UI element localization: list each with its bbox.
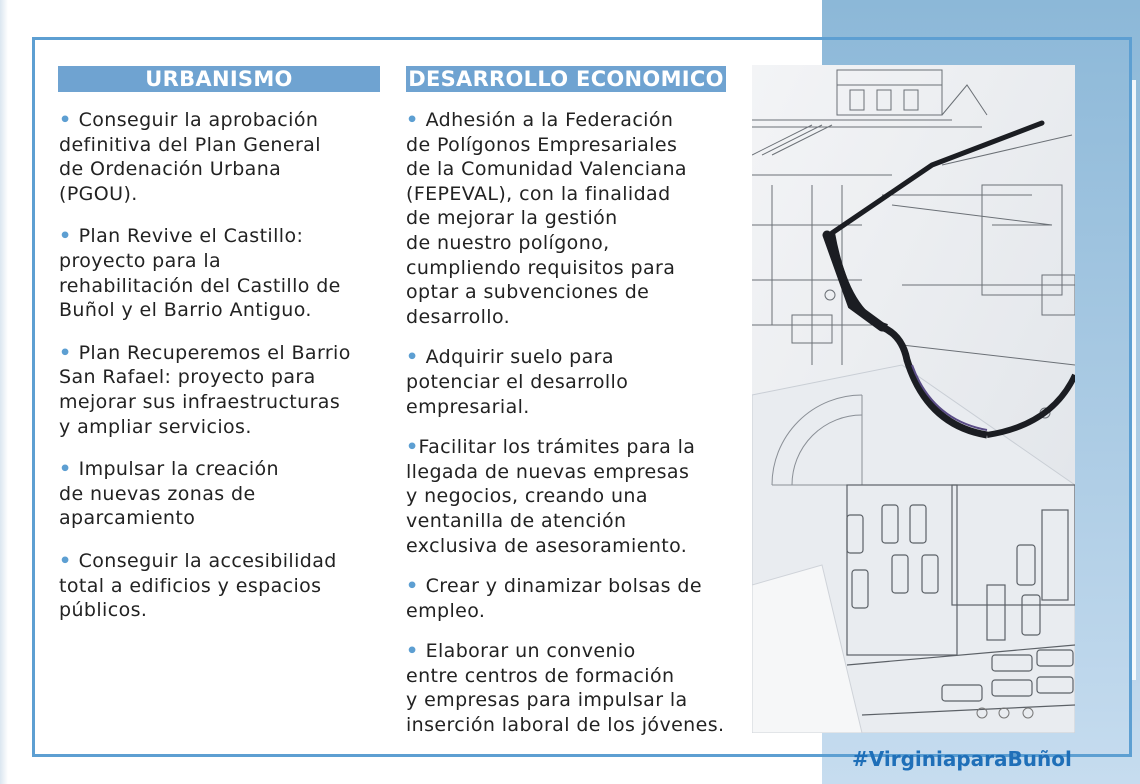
side-stripe: [1132, 80, 1136, 680]
item-text: Plan Recuperemos el Barrio San Rafael: proyecto para mejorar sus infraestructuras y ampliar servicios.: [59, 341, 351, 438]
list-item: [59, 108, 399, 206]
bullet-icon: •: [406, 436, 419, 459]
bullet-icon: •: [406, 640, 426, 663]
bullet-icon: •: [59, 225, 79, 248]
item-text: Conseguir la accesibilidad total a edificios y espacios públicos.: [59, 549, 337, 622]
bullet-icon: •: [59, 458, 79, 481]
item-text: Elaborar un convenio entre centros de formación y empresas para impulsar la inserción laboral de los jóvenes.: [406, 640, 725, 737]
left-edge-shade: [0, 0, 8, 784]
list-item: [406, 435, 746, 558]
campaign-hashtag: #VirginiaparaBuñol: [852, 747, 1072, 771]
item-text: Conseguir la aprobación definitiva del Plan General de Ordenación Urbana (PGOU).: [59, 109, 321, 205]
list-item: [59, 224, 399, 322]
urbanismo-list: [59, 108, 399, 641]
list-item: [406, 345, 746, 419]
list-item: [59, 341, 399, 439]
bullet-icon: •: [406, 346, 426, 369]
list-item: [59, 457, 399, 531]
blueprint-illustration: [752, 65, 1075, 733]
bullet-icon: •: [59, 549, 79, 572]
item-text: Plan Revive el Castillo: proyecto para la rehabilitación del Castillo de Buñol y el Barrio Antiguo.: [59, 225, 341, 322]
desarrollo-list: [406, 108, 746, 754]
bullet-icon: •: [59, 109, 79, 131]
urbanismo-heading: URBANISMO: [58, 66, 380, 92]
list-item: [406, 639, 746, 737]
item-text: Impulsar la creación de nuevas zonas de aparcamiento: [59, 458, 279, 530]
list-item: [59, 549, 399, 623]
desarrollo-heading: DESARROLLO ECONOMICO: [406, 66, 726, 92]
item-text: Facilitar los trámites para la llegada de nuevas empresas y negocios, creando una ventanilla de atención exclusiva de asesoramiento.: [406, 436, 696, 557]
item-text: Crear y dinamizar bolsas de empleo.: [406, 575, 702, 622]
item-text: Adquirir suelo para potenciar el desarrollo empresarial.: [406, 346, 629, 418]
item-text: Adhesión a la Federación de Polígonos Empresariales de la Comunidad Valenciana (FEPEVAL), con la finalidad de mejorar la gestión de nuestro polígono, cumpliendo requisitos para optar a subvenciones de desarrollo.: [406, 109, 687, 328]
bullet-icon: •: [59, 341, 79, 364]
list-item: [406, 108, 746, 329]
bullet-icon: •: [406, 575, 426, 598]
blueprint-with-glasses-photo: [752, 65, 1075, 733]
bullet-icon: •: [406, 109, 426, 131]
list-item: [406, 574, 746, 623]
